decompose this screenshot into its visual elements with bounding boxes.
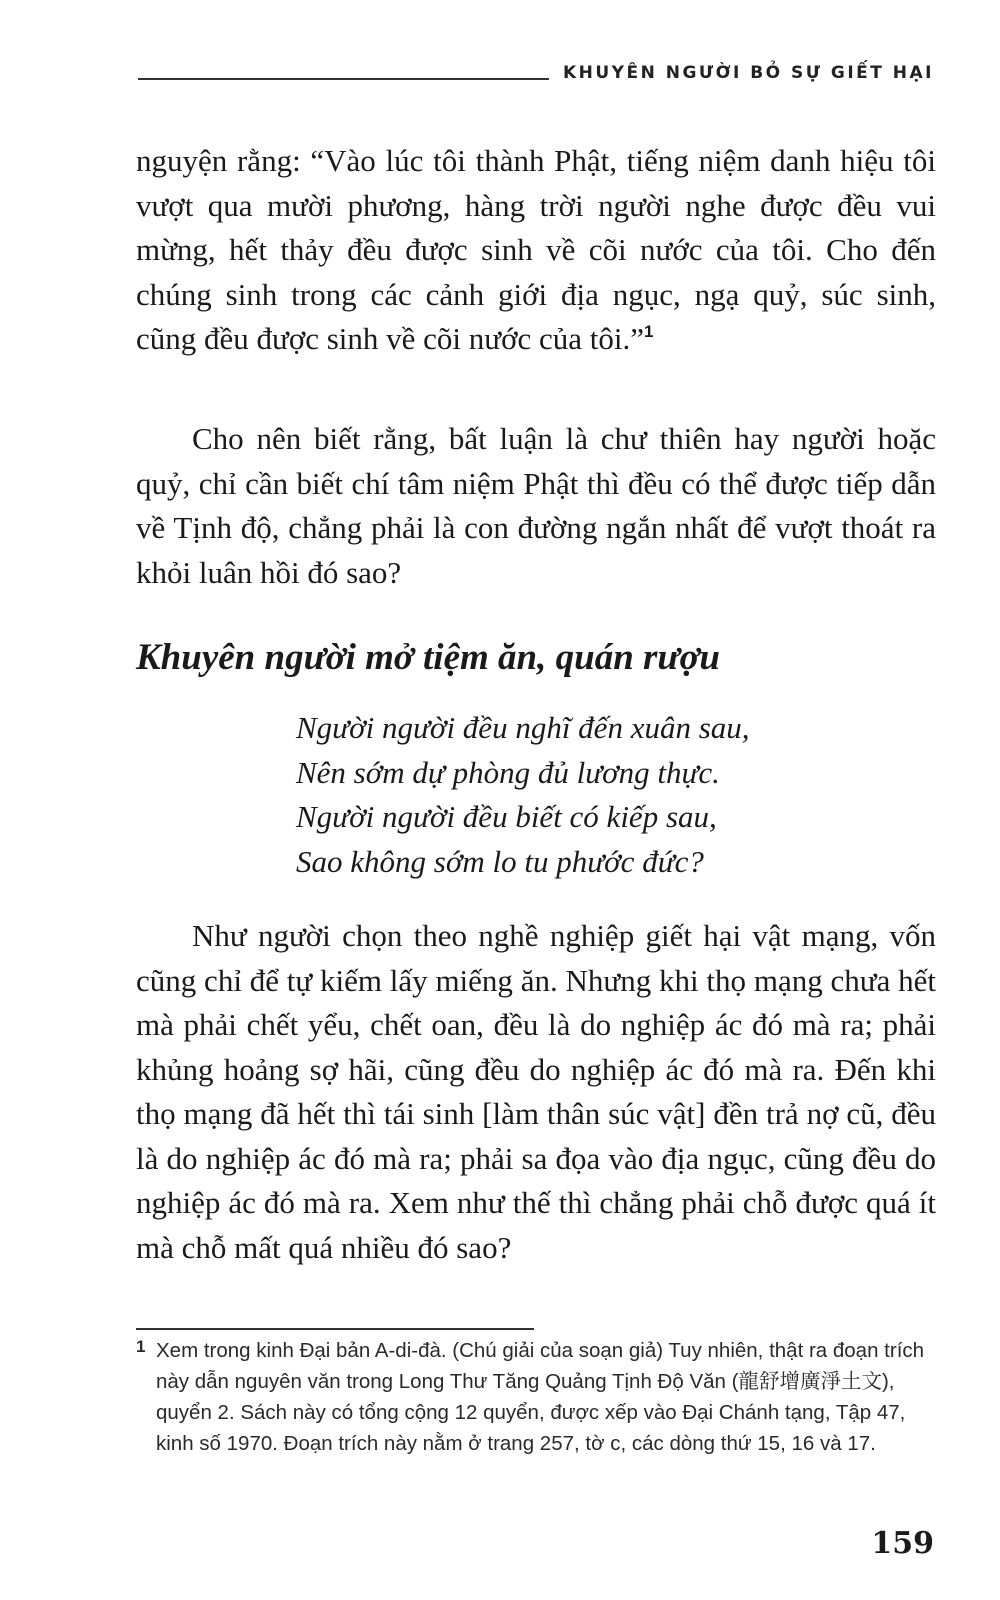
- header-rule: [138, 78, 549, 80]
- poem-line-2: Nên sớm dự phòng đủ lương thực.: [296, 754, 720, 790]
- footnote-text: Xem trong kinh Đại bản A-di-đà. (Chú giải của soạn giả) Tuy nhiên, thật ra đoạn trích này dẫn nguyên văn trong Long Thư Tăng Quảng Tịnh Độ Văn (龍舒增廣淨土文), quyển 2. Sách này có tổng cộng 12 quyển, được xếp vào Đại Chánh tạng, Tập 47, kinh số 1970. Đoạn trích này nằm ở trang 257, tờ c, các dòng thứ 15, 16 và 17.: [156, 1339, 925, 1455]
- running-title: KHUYÊN NGƯỜI BỎ SỰ GIẾT HẠI: [562, 63, 934, 83]
- footnote: [136, 1335, 936, 1459]
- page-number: 159: [871, 1526, 934, 1561]
- footnote-rule: [136, 1328, 534, 1330]
- paragraph-2: Cho nên biết rằng, bất luận là chư thiên hay người hoặc quỷ, chỉ cần biết chí tâm niệm Phật thì đều có thể được tiếp dẫn về Tịnh độ, chẳng phải là con đường ngắn nhất để vượt thoát ra khỏi luân hồi đó sao?: [136, 421, 936, 590]
- running-header: [138, 58, 934, 88]
- poem-line-4: Sao không sớm lo tu phước đức?: [296, 843, 704, 879]
- poem-line-3: Người người đều biết có kiếp sau,: [296, 799, 717, 834]
- paragraph-1-text: nguyện rằng: “Vào lúc tôi thành Phật, tiếng niệm danh hiệu tôi vượt qua mười phương, hàng trời người nghe được đều vui mừng, hết thảy đều được sinh về cõi nước của tôi. Cho đến chúng sinh trong các cảnh giới địa ngục, ngạ quỷ, súc sinh, cũng đều được sinh về cõi nước của tôi.”: [136, 143, 936, 356]
- footnote-reference[interactable]: 1: [644, 322, 654, 341]
- poem: [296, 706, 936, 884]
- paragraph-1: [136, 139, 936, 362]
- footnote-marker: 1: [136, 1337, 146, 1356]
- paragraph-3: Như người chọn theo nghề nghiệp giết hại vật mạng, vốn cũng chỉ để tự kiếm lấy miếng ăn. Nhưng khi thọ mạng chưa hết mà phải chết yểu, chết oan, đều là do nghiệp ác đó mà ra; phải khủng hoảng sợ hãi, cũng đều do nghiệp ác đó mà ra. Đến khi thọ mạng đã hết thì tái sinh [làm thân súc vật] đền trả nợ cũ, đều là do nghiệp ác đó mà ra; phải sa đọa vào địa ngục, cũng đều do nghiệp ác đó mà ra. Xem như thế thì chẳng phải chỗ được quá ít mà chỗ mất quá nhiều đó sao?: [136, 918, 936, 1265]
- poem-line-1: Người người đều nghĩ đến xuân sau,: [296, 710, 750, 745]
- section-heading: Khuyên người mở tiệm ăn, quán rượu: [136, 637, 721, 678]
